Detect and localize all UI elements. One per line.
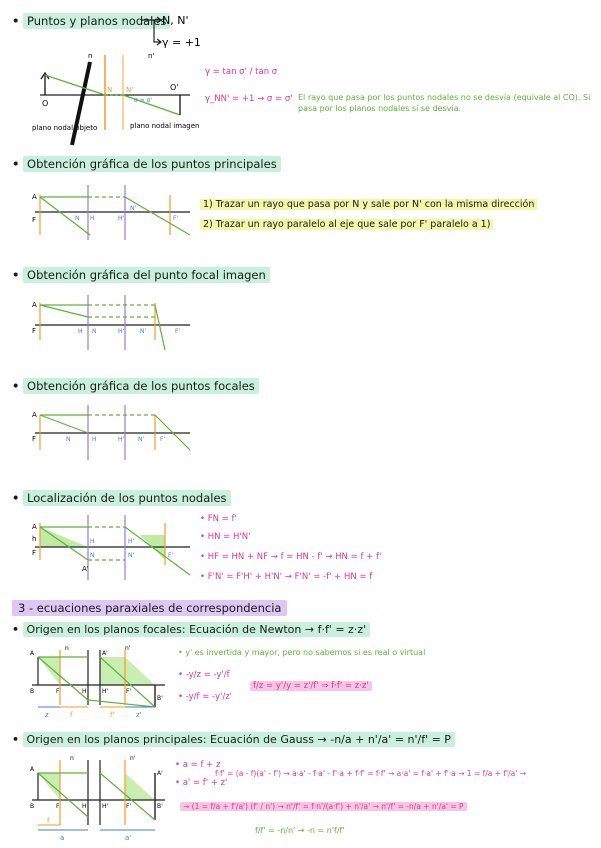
lbl-O: O bbox=[42, 99, 49, 108]
focal-points-diagram bbox=[30, 405, 195, 465]
newton-diagram bbox=[30, 645, 170, 720]
s3-lbl-H2: H' bbox=[118, 328, 125, 335]
s3-lbl-F2: F' bbox=[175, 328, 181, 335]
s2-lbl-N: N bbox=[75, 215, 80, 222]
newton-eqB: • -y/f = -y'/z' bbox=[178, 692, 232, 702]
section-principal-title: • Obtención gráfica de los puntos principales bbox=[12, 157, 281, 171]
section-nodal-location-title: • Localización de los puntos nodales bbox=[12, 491, 231, 505]
section-nodal-title: • Puntos y planos nodales bbox=[12, 14, 170, 28]
gauss-line1: f·f' = (a - f)(a' - f') → a·a' - f·a' - f'·a + f·f' = f·f' → a·a' = f·a' + f'·a → 1 = f/a + f'/a' → bbox=[215, 769, 526, 778]
lbl-n2: n' bbox=[148, 52, 155, 60]
s7-lbl-B2: B' bbox=[157, 803, 163, 810]
lbl-N2: N' bbox=[126, 86, 134, 94]
s6-lbl-A2: A' bbox=[102, 650, 108, 657]
s5-lbl-A: A bbox=[32, 523, 37, 531]
lbl-O2: O' bbox=[170, 83, 179, 92]
s2-lbl-F2: F' bbox=[173, 215, 179, 222]
s5-lbl-H2: H' bbox=[128, 538, 135, 545]
s7-lbl-B: B bbox=[30, 803, 35, 810]
section-focal-image-title: • Obtención gráfica del punto focal imagen bbox=[12, 268, 270, 282]
s4-lbl-A: A bbox=[32, 411, 37, 419]
principal-step1: 1) Trazar un rayo que pasa por N y sale por N' con la misma dirección bbox=[200, 197, 537, 213]
gauss-a1: • a = f + z bbox=[175, 760, 221, 770]
principal-diagram bbox=[30, 185, 195, 245]
arrow-a-text: N, N' bbox=[162, 14, 189, 27]
newton-eqC: f/z = y'/y = z'/f' ⇒ f·f' = z·z' bbox=[250, 679, 372, 693]
s7-lbl-H: H bbox=[82, 803, 87, 810]
nodal-eq1: • FN = f' bbox=[200, 514, 237, 524]
nodal-note: El rayo que pasa por los puntos nodales no se desvía (equivale al CO). Si pasa por los planos nodales sí se desvía. bbox=[298, 93, 591, 113]
s7-lbl-n2: n' bbox=[130, 755, 136, 762]
lbl-n: n bbox=[88, 52, 93, 60]
gamma-nn-formula: γ_NN' = +1 → σ = σ' bbox=[205, 94, 293, 104]
s3-lbl-N: N bbox=[92, 328, 97, 335]
newton-note: • y' es invertida y mayor, pero no sabemos si es real o virtual bbox=[178, 648, 426, 657]
s3-lbl-H: H bbox=[78, 328, 83, 335]
nodal-diagram bbox=[30, 50, 200, 150]
s6-dim-z2: z' bbox=[136, 711, 142, 719]
s7-dim-f: f bbox=[47, 817, 50, 825]
s7-dim-a: a bbox=[60, 834, 65, 842]
gauss-diagram bbox=[30, 755, 170, 845]
s4-lbl-H: H bbox=[92, 436, 97, 443]
s2-lbl-N2: N' bbox=[130, 205, 137, 212]
s5-lbl-F2: F' bbox=[168, 552, 174, 559]
s6-lbl-H: H bbox=[82, 688, 87, 695]
s4-lbl-H2: H' bbox=[118, 436, 125, 443]
s7-lbl-n: n bbox=[70, 755, 74, 762]
s2-lbl-F: F bbox=[32, 216, 37, 224]
s6-dim-f: f bbox=[70, 711, 73, 719]
newton-eqA: • -y/z = -y'/f bbox=[178, 670, 230, 680]
s6-lbl-n: n bbox=[65, 645, 69, 652]
section-equations-title: 3 - ecuaciones paraxiales de correspondencia bbox=[12, 601, 287, 615]
s6-lbl-A: A bbox=[30, 650, 35, 657]
s4-lbl-F2: F' bbox=[160, 436, 166, 443]
s3-lbl-N2: N' bbox=[140, 328, 147, 335]
s5-lbl-h: h bbox=[32, 535, 37, 543]
s2-lbl-H: H bbox=[90, 215, 95, 222]
lbl-ang: σ = σ' bbox=[134, 97, 153, 104]
gamma-formula: γ = tan σ' / tan σ bbox=[205, 67, 278, 77]
nodal-eq4: • F'N' = F'H' + H'N' → F'N' = -f' + HN = f bbox=[200, 572, 373, 582]
s3-lbl-A: A bbox=[32, 301, 37, 309]
s6-dim-f2: f' bbox=[110, 711, 115, 719]
nodal-eq2: • HN = H'N' bbox=[200, 532, 251, 542]
s4-lbl-N: N bbox=[66, 436, 71, 443]
s7-lbl-H2: H' bbox=[102, 803, 109, 810]
gauss-subtitle: • Origen en los planos principales: Ecuación de Gauss → -n/a + n'/a' = n'/f' = P bbox=[12, 733, 455, 746]
s6-lbl-B: B bbox=[30, 688, 35, 695]
gauss-a2: • a' = f' + z' bbox=[175, 778, 228, 788]
s4-lbl-F: F bbox=[32, 435, 37, 443]
s5-lbl-F: F bbox=[32, 549, 37, 557]
nodal-arrows bbox=[140, 8, 210, 50]
plane-obj: plano nodal objeto bbox=[32, 124, 98, 132]
s6-lbl-F2: F' bbox=[126, 688, 132, 695]
s5-lbl-H: H bbox=[90, 538, 95, 545]
s5-lbl-A2: A' bbox=[82, 565, 89, 573]
principal-step2: 2) Trazar un rayo paralelo al eje que sale por F' paralelo a 1) bbox=[200, 217, 493, 233]
s7-lbl-A: A bbox=[30, 766, 35, 773]
s7-lbl-F: F bbox=[56, 803, 60, 810]
s6-lbl-B2: B' bbox=[157, 695, 163, 702]
arrow-b-text: γ = +1 bbox=[162, 36, 201, 49]
s4-lbl-N2: N' bbox=[138, 436, 145, 443]
s2-lbl-H2: H' bbox=[118, 215, 125, 222]
s7-lbl-A2: A' bbox=[157, 770, 163, 777]
section-focal-points-title: • Obtención gráfica de los puntos focales bbox=[12, 379, 259, 393]
newton-subtitle: • Origen en los planos focales: Ecuación de Newton → f·f' = z·z' bbox=[12, 623, 370, 636]
focal-image-diagram bbox=[30, 295, 195, 355]
gauss-line2: → (1 = f/a + f'/a') (f' / n') → n'/f' = f·n'/(a·f') + n'/a' → n'/f' = -n/a + n'/a' = P bbox=[180, 800, 597, 814]
s2-lbl-A: A bbox=[32, 193, 37, 201]
s5-lbl-N: N bbox=[90, 552, 95, 559]
s3-lbl-F: F bbox=[32, 327, 37, 335]
s6-dim-z: z bbox=[45, 711, 49, 719]
s6-lbl-F: F bbox=[56, 688, 60, 695]
lbl-N: N bbox=[107, 86, 113, 94]
s5-lbl-N2: N' bbox=[128, 552, 135, 559]
gauss-line3: f/f' = -n/n' → -n = n'f/f' bbox=[255, 826, 345, 835]
nodal-eq3: • HF = HN + NF → f = HN - f' → HN = f + f' bbox=[200, 552, 382, 562]
s6-lbl-H2: H' bbox=[102, 688, 109, 695]
nodal-location-diagram bbox=[30, 515, 195, 585]
s6-lbl-n2: n' bbox=[125, 645, 131, 652]
plane-img: plano nodal imagen bbox=[130, 122, 200, 130]
s7-dim-a2: a' bbox=[125, 834, 132, 842]
s7-lbl-F2: F' bbox=[126, 803, 132, 810]
